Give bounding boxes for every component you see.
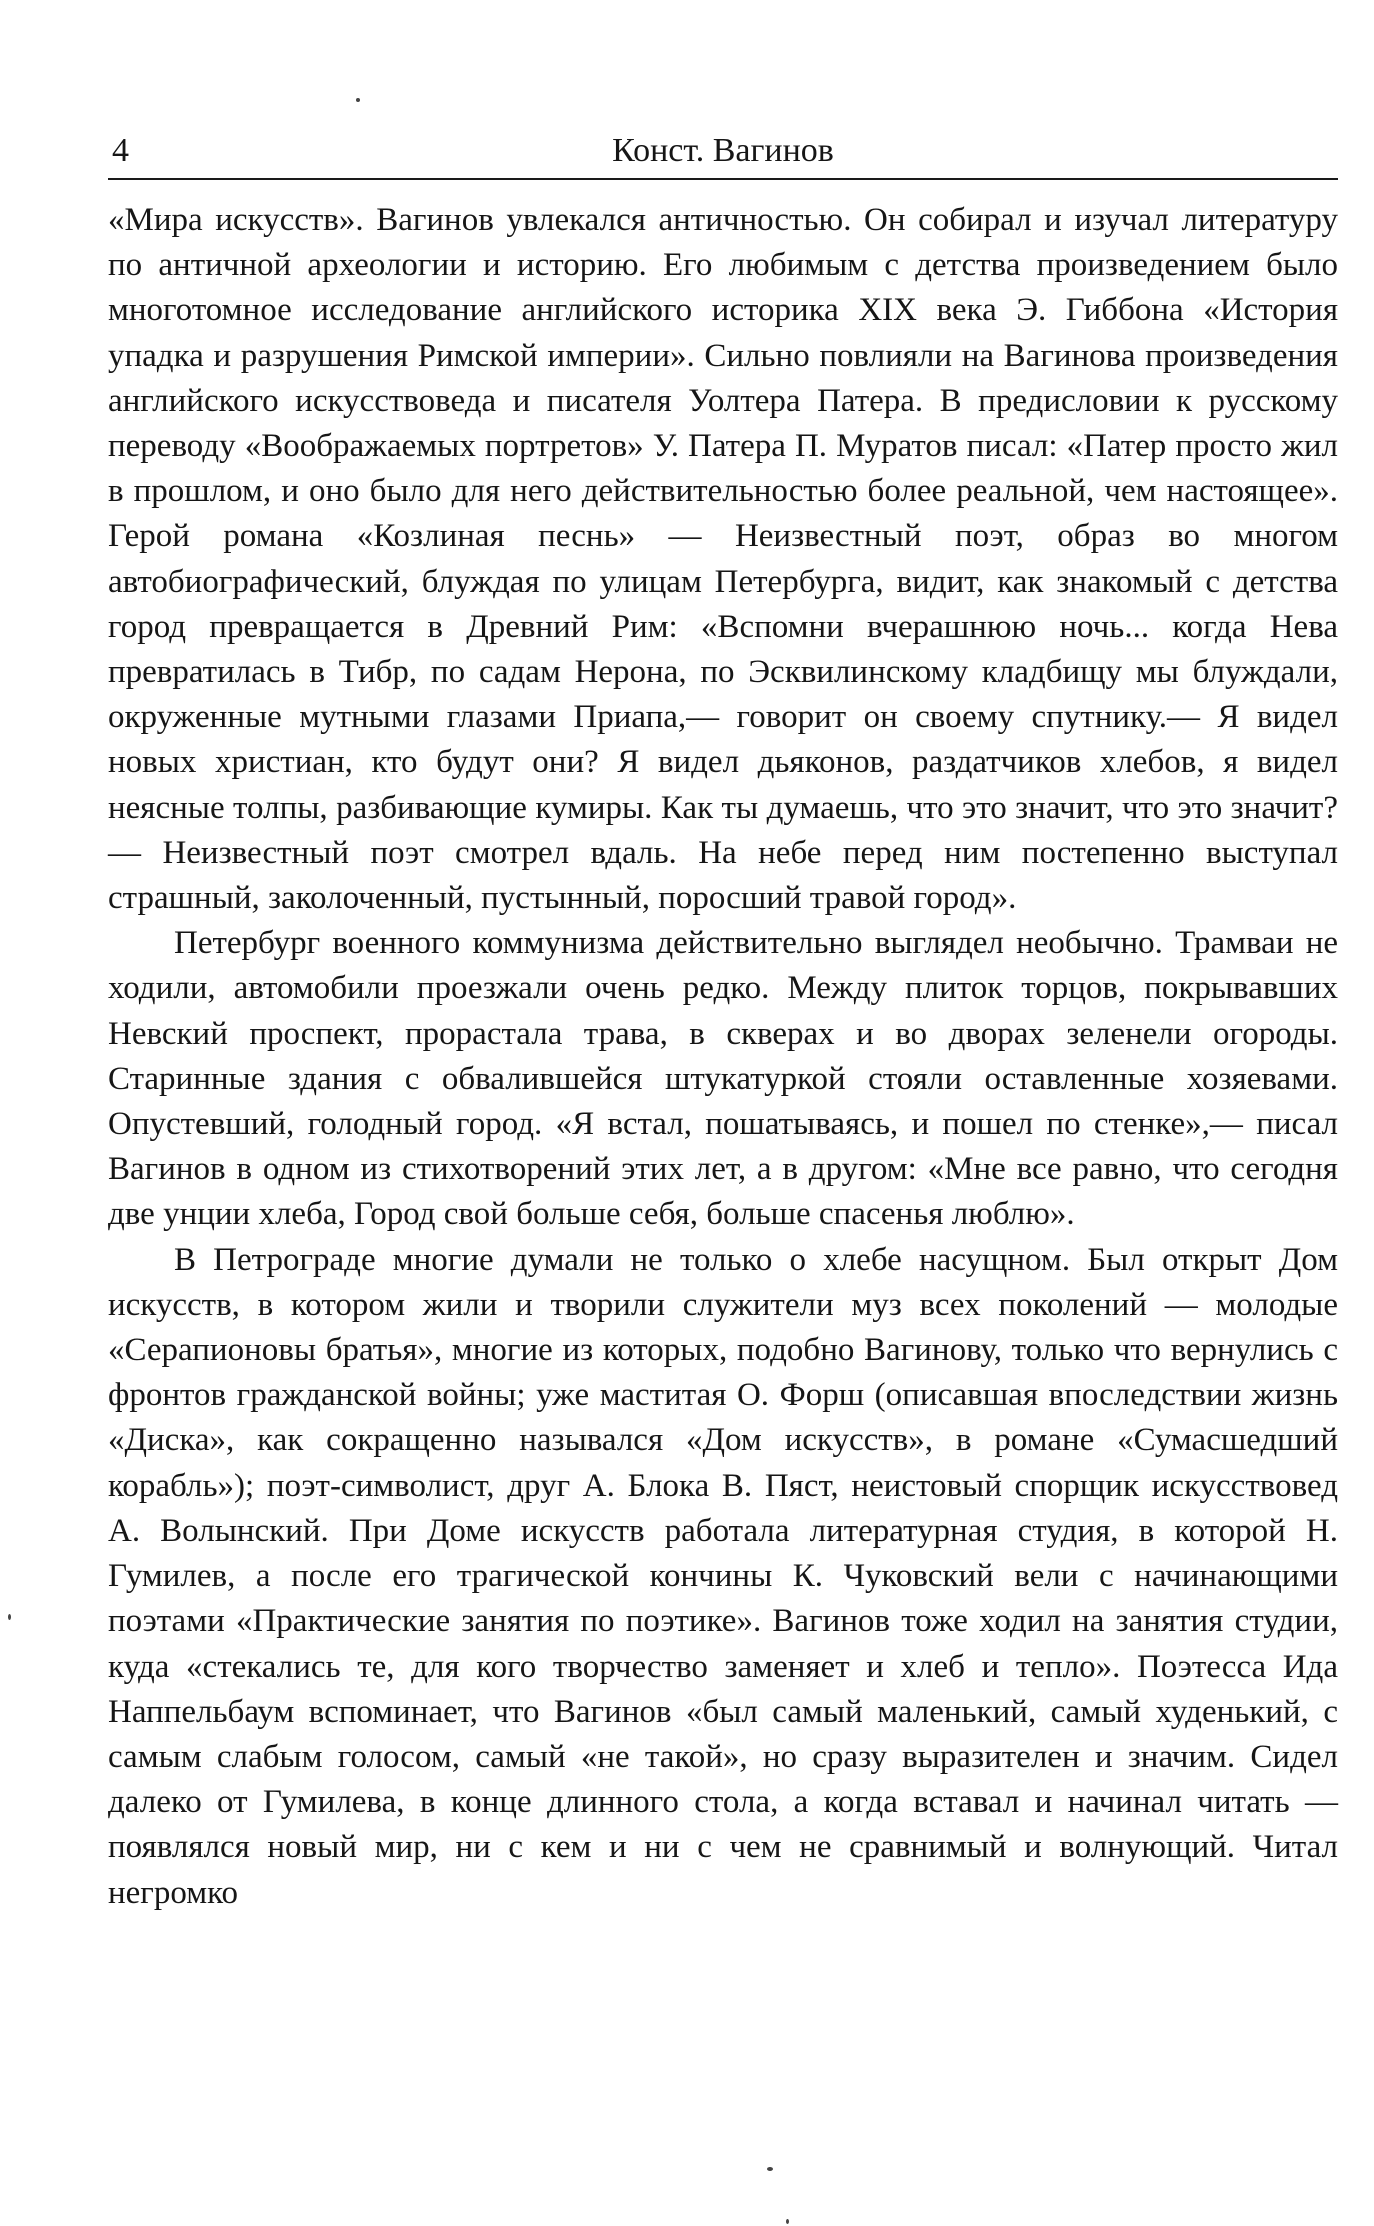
paragraph-3: В Петрограде многие думали не только о хлебе насущном. Был открыт Дом искусств, в котором жили и творили служители муз всех поколений — молодые «Серапионовы братья», многие из которых, подобно Вагинову, только что вернулись с фронтов гражданской войны; уже маститая О. Форш (описавшая впоследствии жизнь «Диска», как сокращенно назывался «Дом искусств», в романе «Сумасшедший корабль»); поэт-символист, друг А. Блока В. Пяст, неистовый спорщик искусствовед А. Волынский. При Доме искусств работала литературная студия, в которой Н. Гумилев, а после его трагической кончины К. Чуковский вели с начинающими поэтами «Практические занятия по поэтике». Вагинов тоже ходил на занятия студии, куда «стекались те, для кого творчество заменяет и хлеб и тепло». Поэтесса Ида Наппельбаум вспоминает, что Вагинов «был самый маленький, самый худенький, с самым слабым голосом, самый «не такой», но сразу выразителен и значим. Сидел далеко от Гумилева, в конце длинного стола, а когда вставал и начинал читать — появлялся новый мир, ни с кем и ни с чем не сравнимый и волнующий. Читал негромко bbox=[108, 1241, 1338, 1911]
scan-speck bbox=[356, 98, 360, 102]
scan-speck bbox=[786, 2219, 789, 2224]
scan-speck bbox=[8, 1614, 11, 1620]
body-text bbox=[108, 198, 1338, 1916]
scan-speck bbox=[767, 2167, 773, 2171]
running-header bbox=[108, 130, 1338, 180]
running-title: Конст. Вагинов bbox=[612, 132, 834, 169]
page-number: 4 bbox=[112, 132, 129, 169]
paragraph-1: «Мира искусств». Вагинов увлекался античностью. Он собирал и изучал литературу по античной археологии и историю. Его любимым с детства произведением было многотомное исследование английского историка XIX века Э. Гиббона «История упадка и разрушения Римской империи». Сильно повлияли на Вагинова произведения английского искусствоведа и писателя Уолтера Патера. В предисловии к русскому переводу «Воображаемых портретов» У. Патера П. Муратов писал: «Патер просто жил в прошлом, и оно было для него действительностью более реальной, чем настоящее». Герой романа «Козлиная песнь» — Неизвестный поэт, образ во многом автобиографический, блуждая по улицам Петербурга, видит, как знакомый с детства город превращается в Древний Рим: «Вспомни вчерашнюю ночь... когда Нева превратилась в Тибр, по садам Нерона, по Эсквилинскому кладбищу мы блуждали, окруженные мутными глазами Приапа,— говорит он своему спутнику.— Я видел новых христиан, кто будут они? Я видел дьяконов, раздатчиков хлебов, я видел неясные толпы, разбивающие кумиры. Как ты думаешь, что это значит, что это значит? — Неизвестный поэт смотрел вдаль. На небе перед ним постепенно выступал страшный, заколоченный, пустынный, поросший травой город». bbox=[108, 202, 1338, 917]
paragraph-2: Петербург военного коммунизма действительно выглядел необычно. Трамваи не ходили, автомобили проезжали очень редко. Между плиток торцов, покрывавших Невский проспект, прорастала трава, в скверах и во дворах зеленели огороды. Старинные здания с обвалившейся штукатуркой стояли оставленные хозяевами. Опустевший, голодный город. «Я встал, пошатываясь, и пошел по стенке»,— писал Вагинов в одном из стихотворений этих лет, а в другом: «Мне все равно, что сегодня две унции хлеба, Город свой больше себя, больше спасенья люблю». bbox=[108, 925, 1338, 1233]
book-page bbox=[108, 130, 1338, 1916]
